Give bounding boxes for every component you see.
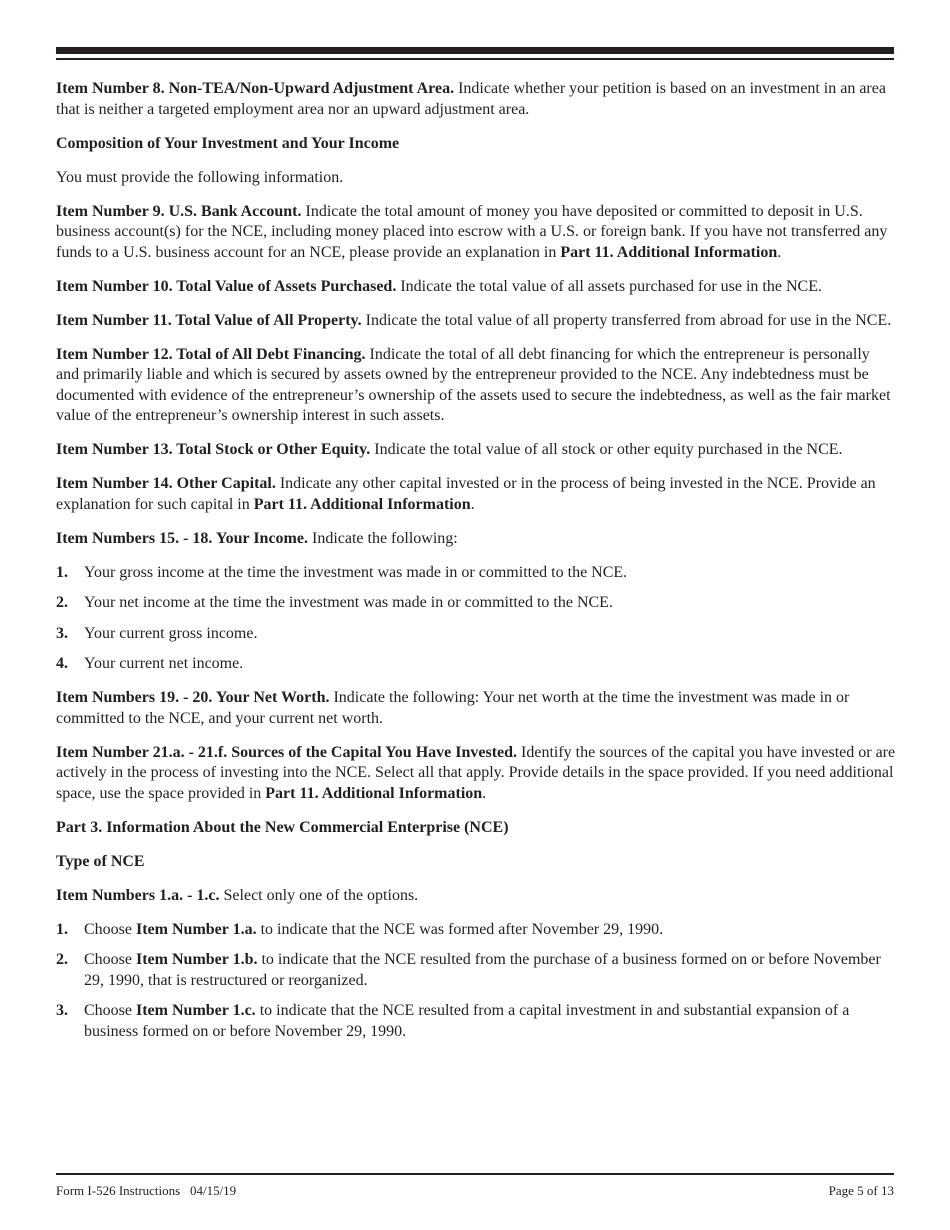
- items-15-18-paragraph: [56, 529, 896, 550]
- item-14-text: Indicate any other capital invested or in the process of being invested in the NCE. Provide an explanation for such capital in: [56, 475, 876, 513]
- item-11-label: Item Number 11. Total Value of All Property.: [56, 311, 362, 329]
- part-3-items-paragraph: [56, 886, 896, 907]
- footer-form-id: Form I-526 Instructions 04/15/19: [56, 1183, 237, 1198]
- type-of-nce-heading: Type of NCE: [56, 852, 145, 870]
- item-10-paragraph: [56, 277, 896, 298]
- footer-rule: [56, 1173, 894, 1175]
- item-12-paragraph: [56, 345, 896, 427]
- page-footer: [56, 1183, 894, 1199]
- list-item: 1. Choose Item Number 1.a. to indicate that the NCE was formed after November 29, 1990.: [56, 920, 664, 938]
- item-14-paragraph: Item Number 14. Other Capital. Indicate any other capital invested or in the process of being invested in the NCE. Provide an explanation for such capital in Part 11. Additional Information.: [56, 475, 876, 513]
- item-10-text: Indicate the total value of all assets purchased for use in the NCE.: [396, 277, 822, 295]
- item-14-ref: Part 11. Additional Information: [253, 495, 471, 513]
- items-15-18-label: Item Numbers 15. - 18. Your Income.: [56, 529, 308, 547]
- item-21-label: Item Number 21.a. - 21.f. Sources of the Capital You Have Invested.: [56, 743, 518, 761]
- list-item: 2. Choose Item Number 1.b. to indicate that the NCE resulted from the purchase of a business formed on or before November 29, 1990, that is restructured or reorganized.: [56, 951, 881, 989]
- item-21-text: Identify the sources of the capital you have invested or are actively in the process of investing into the NCE. Select all that apply. Provide details in the space provided. If you need additional space, use the space provided in: [56, 743, 896, 802]
- part-3-items-label: Item Numbers 1.a. - 1.c.: [56, 886, 220, 904]
- items-19-20-paragraph: [56, 688, 896, 729]
- item-11-paragraph: [56, 311, 896, 332]
- page-content: [56, 79, 896, 1052]
- list-item: 2. Your net income at the time the investment was made in or committed to the NCE.: [56, 594, 613, 611]
- part-3-items-text: Select only one of the options.: [219, 886, 419, 904]
- item-11-text: Indicate the total value of all property transferred from abroad for use in the NCE.: [361, 311, 892, 329]
- item-8-text: Indicate whether your petition is based on an investment in an area that is neither a targeted employment area nor an upward adjustment area.: [56, 80, 886, 118]
- item-13-text: Indicate the total value of all stock or other equity purchased in the NCE.: [370, 441, 843, 458]
- item-12-text: Indicate the total of all debt financing for which the entrepreneur is personally and primarily liable and which is secured by assets owned by the entrepreneur provided to the NCE. Any indebtedness must be documented with evidence of the entrepreneur’s ownership of the assets used to secure the indebtedness, as well as the fair market value of the entrepreneur’s ownership interest in such assets.: [56, 345, 891, 424]
- item-9-ref: Part 11. Additional Information: [560, 243, 778, 261]
- footer-page-number: Page 5 of 13: [828, 1183, 894, 1198]
- item-13-label: Item Number 13. Total Stock or Other Equity.: [56, 441, 371, 458]
- composition-heading: Composition of Your Investment and Your Income: [56, 134, 400, 152]
- item-10-label: Item Number 10. Total Value of Assets Purchased.: [56, 277, 397, 295]
- item-12-label: Item Number 12. Total of All Debt Financing.: [56, 345, 366, 363]
- list-item: 4. Your current net income.: [56, 655, 244, 672]
- list-item: 3. Your current gross income.: [56, 624, 258, 642]
- item-21-ref: Part 11. Additional Information: [265, 784, 483, 802]
- item-8-label: Item Number 8. Non-TEA/Non-Upward Adjustment Area.: [56, 80, 455, 97]
- items-15-18-text: Indicate the following:: [307, 529, 458, 547]
- item-14-label: Item Number 14. Other Capital.: [56, 475, 276, 492]
- items-19-20-text: Indicate the following: Your net worth at the time the investment was made in or committed to the NCE, and your current net worth.: [56, 689, 850, 727]
- items-19-20-label: Item Numbers 19. - 20. Your Net Worth.: [56, 689, 330, 706]
- part-3-heading: Part 3. Information About the New Commercial Enterprise (NCE): [56, 818, 509, 836]
- item-9-label: Item Number 9. U.S. Bank Account.: [56, 202, 302, 220]
- item-9-text: Indicate the total amount of money you have deposited or committed to deposit in U.S. business account(s) for the NCE, including money placed into escrow with a U.S. or foreign bank. If you have not transferred any funds to a U.S. business account for an NCE, please provide an explanation in: [56, 202, 888, 261]
- item-8-paragraph: [56, 79, 896, 120]
- item-13-paragraph: [56, 440, 896, 461]
- list-item: 1. Your gross income at the time the investment was made in or committed to the NCE.: [56, 563, 628, 581]
- list-item: 3. Choose Item Number 1.c. to indicate that the NCE resulted from a capital investment in and substantial expansion of a business formed on or before November 29, 1990.: [56, 1002, 850, 1040]
- item-21-paragraph: Item Number 21.a. - 21.f. Sources of the Capital You Have Invested. Identify the sources of the capital you have invested or are actively in the process of investing into the NCE. Select all that apply. Provide details in the space provided. If you need additional space, use the space provided in Part 11. Additional Information.: [56, 743, 896, 802]
- top-rule-thin: [56, 58, 894, 60]
- composition-intro: You must provide the following information.: [56, 168, 344, 186]
- top-rule-thick: [56, 47, 894, 54]
- item-9-paragraph: Item Number 9. U.S. Bank Account. Indicate the total amount of money you have deposited or committed to deposit in U.S. business account(s) for the NCE, including money placed into escrow with a U.S. or foreign bank. If you have not transferred any funds to a U.S. business account for an NCE, please provide an explanation in Part 11. Additional Information.: [56, 202, 888, 261]
